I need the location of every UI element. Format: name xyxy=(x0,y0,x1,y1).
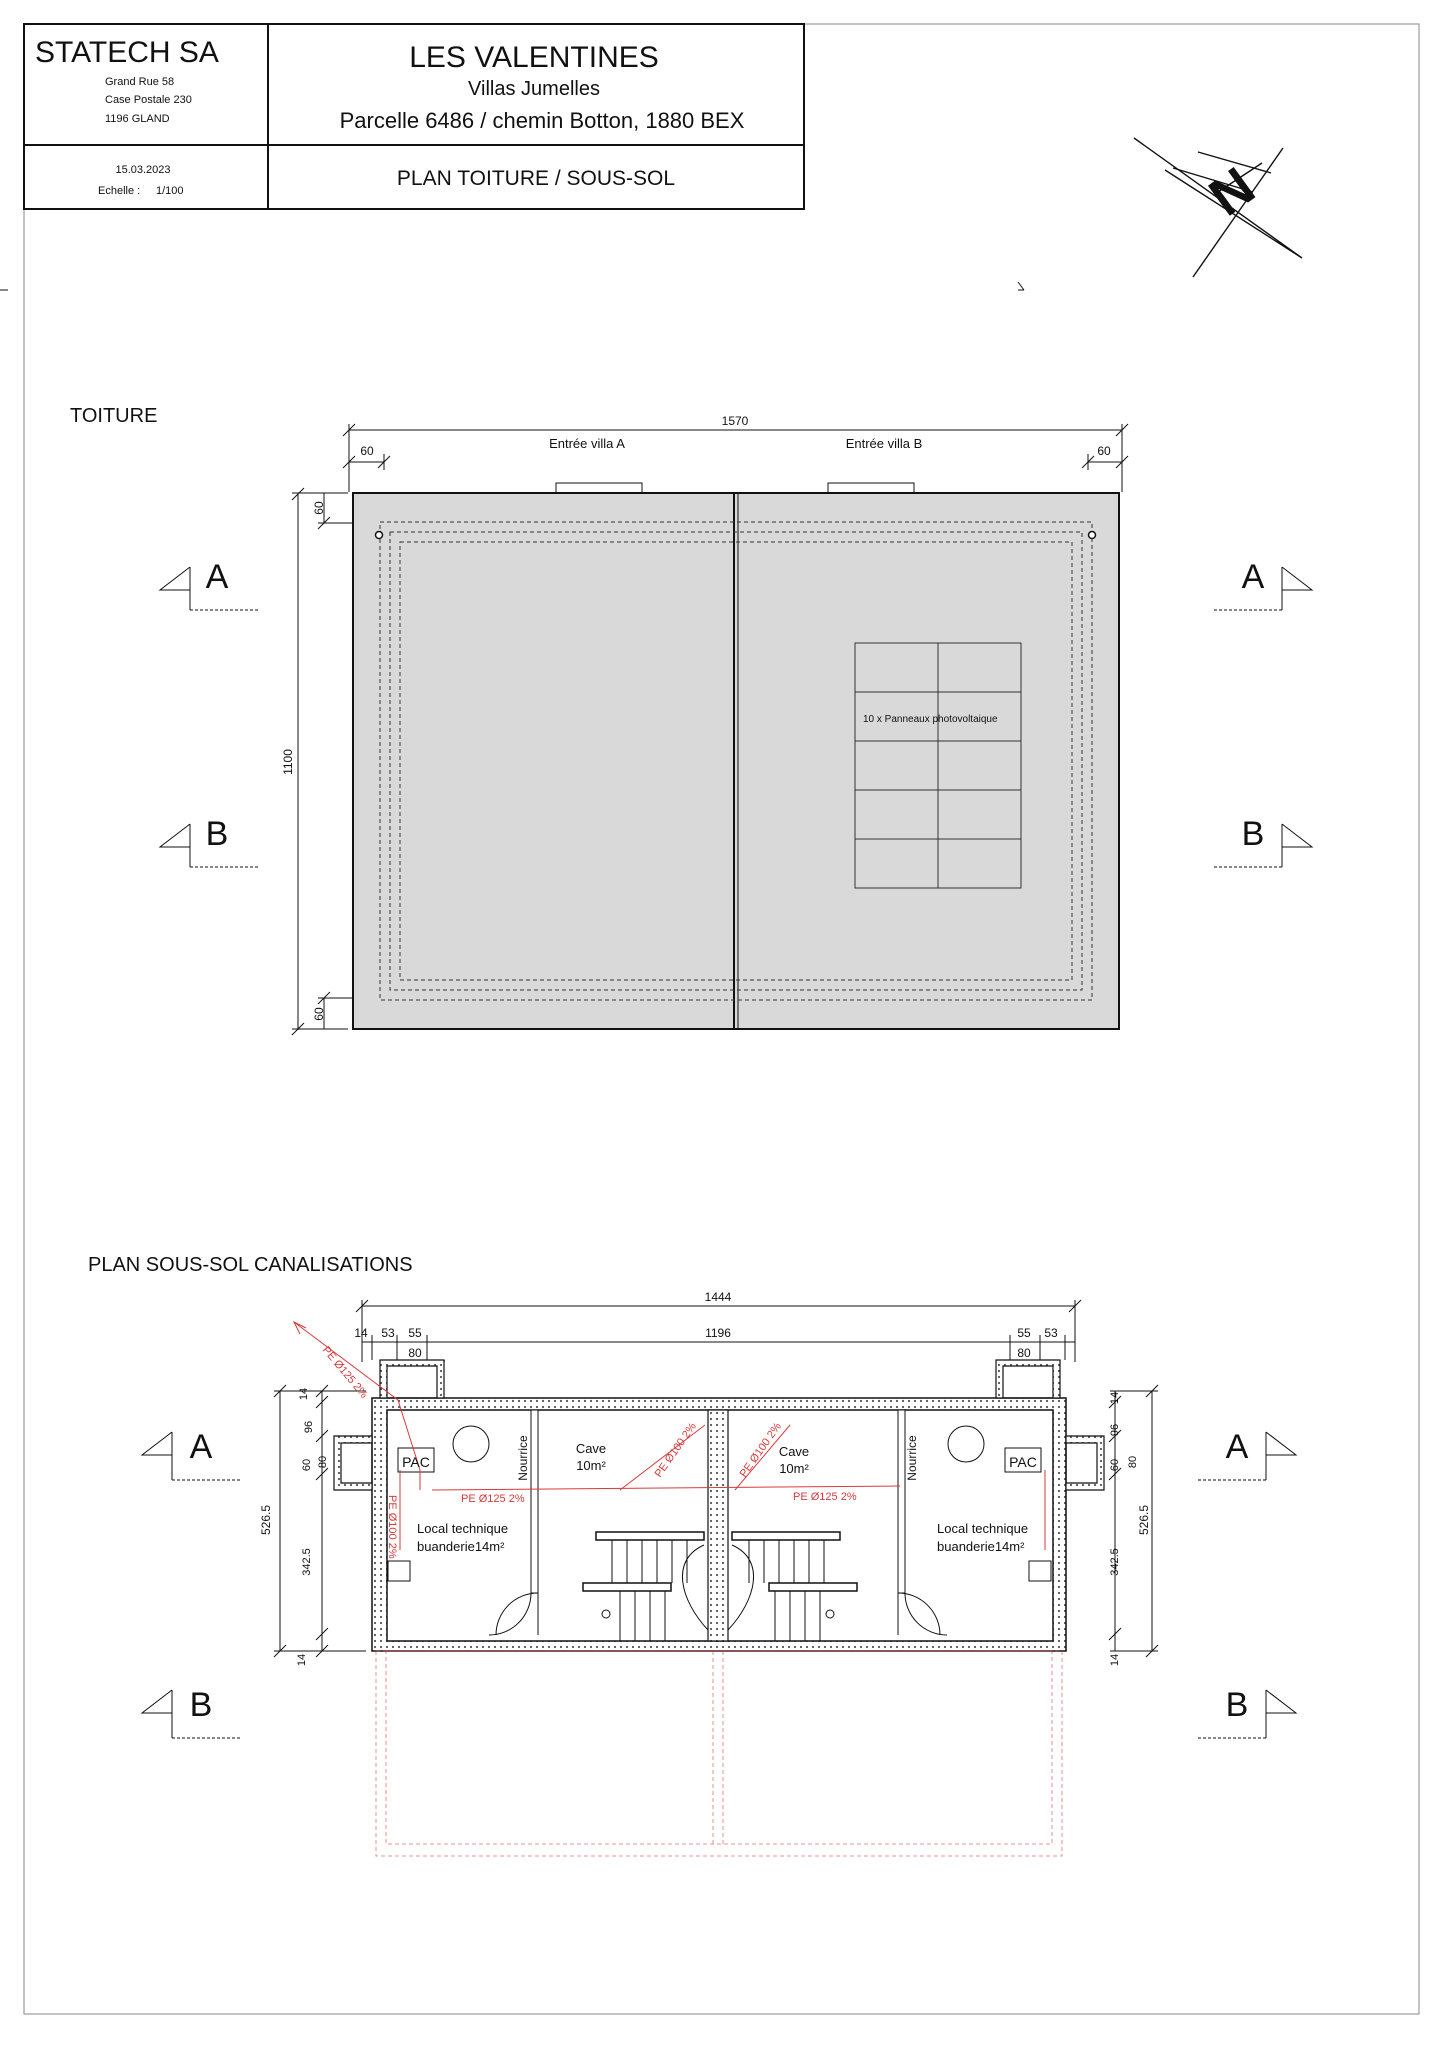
drawing-date: 15.03.2023 xyxy=(115,164,171,176)
nourrice-label: Nourrice xyxy=(516,1435,530,1481)
height-part-dim: 342.5 xyxy=(1109,1548,1121,1576)
height-part-dim: 14 xyxy=(298,1387,310,1401)
height-part-dim: 60 xyxy=(1109,1458,1121,1472)
pv-panel xyxy=(855,790,938,839)
roof-margin-right-dim: 60 xyxy=(1097,444,1111,458)
pv-panel-array xyxy=(855,643,1021,888)
basement-width-dim: 1444 xyxy=(704,1290,732,1304)
basement-heading: PLAN SOUS-SOL CANALISATIONS xyxy=(88,1254,413,1276)
cave-name: Cave xyxy=(575,1441,607,1456)
section-mark-label: A xyxy=(205,558,229,596)
local-tech-area: buanderie14m² xyxy=(417,1539,505,1554)
roof-heading: TOITURE xyxy=(70,405,158,427)
dim-left: 53 xyxy=(381,1326,395,1340)
pipe-label: PE Ø125 2% xyxy=(793,1491,857,1503)
basement-height-dim: 526.5 xyxy=(1137,1504,1151,1536)
section-mark-b-right xyxy=(1196,1686,1296,1738)
section-mark-b-right xyxy=(1212,815,1312,867)
height-part-dim: 60 xyxy=(301,1458,313,1472)
address-line: Grand Rue 58 xyxy=(105,76,175,88)
basement-inner-width-dim: 1196 xyxy=(705,1326,731,1340)
scale-label: Echelle : xyxy=(98,185,141,197)
section-mark-label: A xyxy=(1225,1428,1249,1466)
section-mark-a-right xyxy=(1196,1428,1296,1480)
pv-panel xyxy=(855,643,938,692)
dim-right: 55 xyxy=(1017,1326,1031,1340)
title-block xyxy=(24,24,804,209)
pv-panel xyxy=(938,839,1021,888)
height-part-dim: 96 xyxy=(303,1420,315,1434)
roof-height-dim: 1100 xyxy=(281,749,295,775)
section-mark-b-left xyxy=(142,1686,242,1738)
section-mark-b-left xyxy=(160,815,260,867)
section-mark-a-left xyxy=(142,1428,242,1480)
cave-name: Cave xyxy=(778,1444,810,1459)
address-line: Case Postale 230 xyxy=(105,94,192,106)
upper-floor-outline xyxy=(376,1651,1062,1856)
height-part-dim: 14 xyxy=(1109,1391,1121,1405)
height-part-dim: 96 xyxy=(1109,1423,1121,1437)
dim-left: 14 xyxy=(354,1326,368,1340)
dim-right: 53 xyxy=(1044,1326,1058,1340)
roof-margin-top-dim: 60 xyxy=(312,501,326,515)
roof-margin-left-dim: 60 xyxy=(360,444,374,458)
cave-area: 10m² xyxy=(576,1458,606,1473)
pipe-label: PE Ø100 2% xyxy=(386,1495,398,1559)
entry-villa-b-label: Entrée villa B xyxy=(845,436,923,451)
section-mark-a-right xyxy=(1212,558,1312,610)
roof-width-dim: 1570 xyxy=(721,414,749,428)
local-tech-name: Local technique xyxy=(417,1521,509,1536)
height-part-dim: 80 xyxy=(317,1455,329,1469)
pipe-label: PE Ø125 2% xyxy=(319,1344,370,1401)
project-title: LES VALENTINES xyxy=(409,41,659,74)
scale-value: 1/100 xyxy=(156,185,184,197)
north-label: N xyxy=(1198,156,1266,228)
sheet-title: PLAN TOITURE / SOUS-SOL xyxy=(396,167,676,190)
company-name: STATECH SA xyxy=(35,36,219,69)
pipe-label: PE Ø125 2% xyxy=(461,1493,525,1505)
pipe-label: PE Ø100 2% xyxy=(652,1420,699,1480)
height-part-dim: 14 xyxy=(296,1653,308,1667)
pv-panel xyxy=(855,839,938,888)
address-line: 1196 GLAND xyxy=(105,113,170,125)
section-mark-label: B xyxy=(205,815,229,853)
parcel-address: Parcelle 6486 / chemin Botton, 1880 BEX xyxy=(339,108,745,133)
height-part-dim: 14 xyxy=(1109,1653,1121,1667)
section-mark-label: B xyxy=(1225,1686,1249,1724)
roof-margin-bottom-dim: 60 xyxy=(312,1007,326,1021)
section-mark-label: A xyxy=(1241,558,1265,596)
basement-walls xyxy=(334,1360,1104,1651)
pac-label: PAC xyxy=(1009,1454,1037,1470)
cave-area: 10m² xyxy=(779,1461,809,1476)
section-mark-label: B xyxy=(1241,815,1265,853)
north-arrow-icon xyxy=(1134,138,1302,277)
drain-pipes xyxy=(294,1322,1045,1550)
pv-panel xyxy=(855,741,938,790)
height-part-dim: 342.5 xyxy=(301,1548,313,1576)
section-mark-a-left xyxy=(160,558,260,610)
height-part-dim: 80 xyxy=(1127,1455,1139,1469)
entry-villa-a-label: Entrée villa A xyxy=(549,436,625,451)
dim-left: 55 xyxy=(408,1326,422,1340)
section-mark-label: B xyxy=(189,1686,213,1724)
pipe-label: PE Ø100 2% xyxy=(737,1420,784,1480)
pv-panel xyxy=(938,790,1021,839)
nourrice-label: Nourrice xyxy=(905,1435,919,1481)
dim-right: 80 xyxy=(1017,1346,1031,1360)
project-subtitle: Villas Jumelles xyxy=(468,78,600,100)
dim-left: 80 xyxy=(408,1346,422,1360)
local-tech-area: buanderie14m² xyxy=(937,1539,1025,1554)
pv-panel xyxy=(938,741,1021,790)
section-mark-label: A xyxy=(189,1428,213,1466)
basement-height-dim: 526.5 xyxy=(259,1504,273,1536)
pac-label: PAC xyxy=(402,1454,430,1470)
local-tech-name: Local technique xyxy=(937,1521,1029,1536)
pv-panel xyxy=(938,643,1021,692)
pv-panels-label: 10 x Panneaux photovoltaique xyxy=(863,714,998,725)
